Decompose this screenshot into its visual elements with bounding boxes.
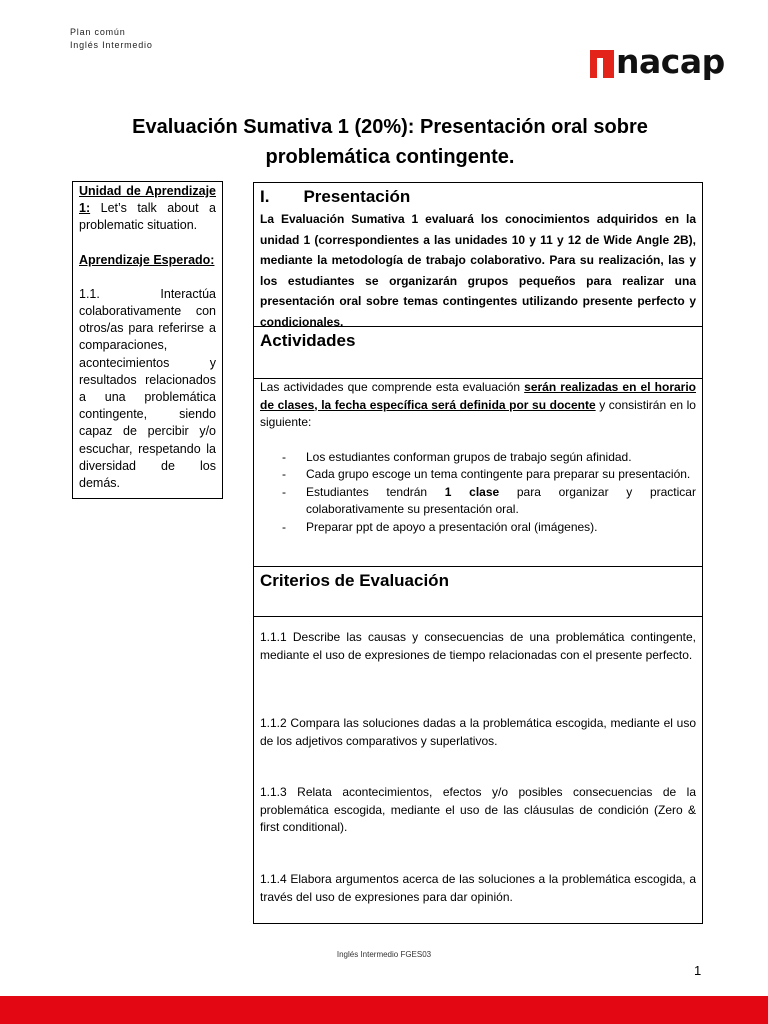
document-header <box>70 26 153 52</box>
unit-paragraph <box>79 183 216 235</box>
criterio-3: 1.1.3 Relata acontecimientos, efectos y/o posibles consecuencias de la problemática escogida, mediante el uso de las cláusulas de condición (Zero & first conditional). <box>260 785 696 834</box>
footer-red-bar <box>0 996 768 1024</box>
criterios-heading: Criterios de Evaluación <box>260 571 449 590</box>
expected-text: 1.1. Interactúa colaborativamente con otros/as para referirse a comparaciones, acontecimientos y resultados relacionados a una problemática contingente, siendo capaz de percibir y/o escuchar, respetando la diversidad de los demás. <box>79 286 216 491</box>
section-actividades-heading <box>254 327 702 379</box>
list-item <box>260 484 696 519</box>
expected-label: Aprendizaje Esperado: <box>79 252 215 267</box>
criterio-2: 1.1.2 Compara las soluciones dadas a la problemática escogida, mediante el uso de los adjetivos comparativos y superlativos. <box>260 716 696 748</box>
intro-part-b: serán realizadas en el horario de clases, la fecha específica será definida por su docente <box>260 380 697 412</box>
list-item: - Cada grupo escoge un tema contingente para preparar su presentación. <box>260 466 696 484</box>
presentacion-heading <box>260 185 696 209</box>
intro-part-a: Las actividades que comprende esta evaluación <box>260 380 525 394</box>
intro-part-c: y consistirán en lo siguiente: <box>260 397 696 429</box>
list-item: - Preparar ppt de apoyo a presentación oral (imágenes). <box>260 519 696 537</box>
presentacion-text: La Evaluación Sumativa 1 evaluará los conocimientos adquiridos en la unidad 1 (correspondientes a las unidades 10 y 11 y 12 de Wide Angle 2B), mediante la metodología de trabajo colaborativo. Para su realización, las y los estudiantes se organizarán grupos pequeños para realizar una presentación oral sobre temas contingentes utilizando presente perfecto y condicionales. <box>260 212 696 329</box>
page-number: 1 <box>694 963 702 978</box>
title-line-1: Evaluación Sumativa 1 (20%): Presentación oral sobre <box>132 116 648 138</box>
item3-part-b: 1 clase <box>444 484 500 499</box>
item3-part-c: para organizar y practicar colaborativamente su presentación oral. <box>306 484 696 516</box>
title-line-2: problemática contingente. <box>265 146 515 168</box>
presentacion-numeral: I. <box>260 187 270 206</box>
inacap-logo <box>590 42 730 88</box>
evaluation-table <box>253 182 703 924</box>
footer-course-code: Inglés Intermedio FGES03 <box>336 950 432 959</box>
learning-unit-box <box>72 181 223 499</box>
unit-text: Let’s talk about a problematic situation. <box>79 201 217 233</box>
section-criterios-body <box>254 617 702 923</box>
logo-mark-icon <box>590 50 614 78</box>
section-actividades-body <box>254 379 702 567</box>
actividades-list <box>260 449 696 537</box>
section-criterios-heading <box>254 567 702 617</box>
header-plan: Plan común <box>70 27 126 37</box>
actividades-intro <box>260 379 696 432</box>
criterio-1: 1.1.1 Describe las causas y consecuencias de una problemática contingente, mediante el uso de expresiones de tiempo relacionadas con el presente perfecto. <box>260 630 696 662</box>
section-presentacion <box>254 183 702 327</box>
presentacion-title: Presentación <box>303 187 411 206</box>
unit-label: Unidad de Aprendizaje 1: <box>79 184 216 216</box>
header-course: Inglés Intermedio <box>70 40 153 50</box>
logo-wordmark: nacap <box>616 42 725 81</box>
list-item: - Los estudiantes conforman grupos de trabajo según afinidad. <box>260 449 696 467</box>
criterio-4: 1.1.4 Elabora argumentos acerca de las soluciones a la problemática escogida, a través del uso de expresiones para dar opinión. <box>260 872 696 904</box>
actividades-heading: Actividades <box>260 331 356 350</box>
item3-part-a: Estudiantes tendrán <box>306 484 445 499</box>
page-title <box>100 112 680 172</box>
